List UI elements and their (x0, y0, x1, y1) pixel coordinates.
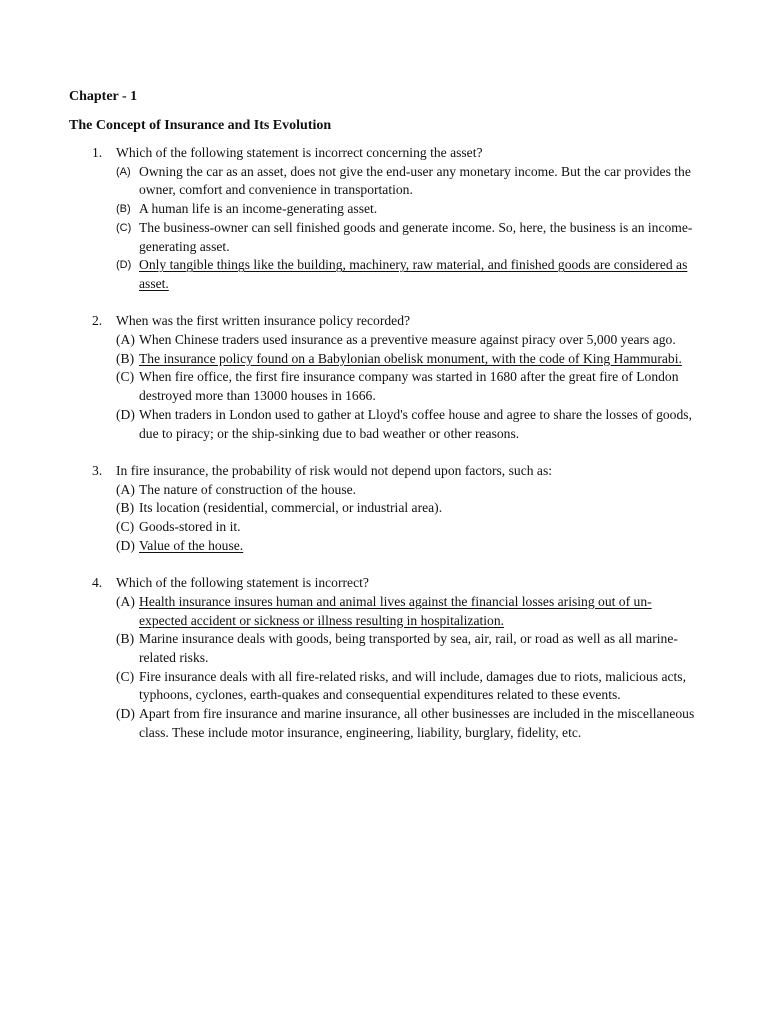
option-label: (B) (116, 350, 135, 366)
question-number: 2. (92, 313, 103, 329)
option-text: Fire insurance deals with all fire-related risks, and will include, damages due to riots, malicious acts, typhoons, cyclones, earth-quakes and consequential expenditures related to these events. (139, 668, 686, 703)
question-number: 1. (92, 145, 103, 160)
option-b (0, 200, 699, 219)
option-label: (D) (116, 537, 135, 553)
option-label: (C) (116, 369, 135, 385)
option-c (0, 668, 699, 705)
option-text: Goods-stored in it. (139, 519, 241, 535)
option-label: (C) (116, 668, 135, 684)
option-text: When traders in London used to gather at Lloyd's coffee house and agree to share the losses of goods, due to piracy; or the ship-sinking due to bad weather or other reasons. (139, 406, 692, 441)
option-c (0, 368, 699, 405)
option-c (0, 518, 699, 537)
option-label: (D) (116, 406, 135, 422)
option-text-correct: The insurance policy found on a Babylonian obelisk monument, with the code of King Hammurabi. (139, 350, 682, 366)
option-label: (A) (116, 593, 135, 609)
question-list (0, 144, 768, 761)
question-stem (0, 312, 676, 331)
option-text: A human life is an income-generating asset. (139, 201, 378, 217)
option-d (0, 256, 699, 293)
option-label: (D) (116, 706, 135, 722)
question-3 (0, 462, 768, 556)
option-d (0, 537, 699, 556)
option-a (0, 593, 699, 630)
option-a (0, 481, 699, 500)
option-text: The nature of construction of the house. (139, 481, 357, 497)
option-c (0, 219, 699, 256)
option-text: Its location (residential, commercial, or industrial area). (139, 500, 443, 516)
option-text: When fire office, the first fire insurance company was started in 1680 after the great fire of London destroyed more than 13000 houses in 1666. (139, 369, 679, 404)
question-1 (0, 144, 768, 294)
question-number: 4. (92, 575, 103, 591)
question-text: In fire insurance, the probability of risk would not depend upon factors, such as: (116, 462, 553, 478)
option-label: (A) (116, 165, 131, 178)
option-label: (D) (116, 259, 132, 272)
option-d (0, 406, 699, 443)
section-title: The Concept of Insurance and Its Evolution (69, 118, 332, 133)
question-text: When was the first written insurance policy recorded? (116, 313, 411, 329)
option-label: (B) (116, 500, 135, 516)
option-label: (A) (116, 332, 135, 348)
option-text: Apart from fire insurance and marine insurance, all other businesses are included in the miscellaneous class. These include motor insurance, engineering, liability, burglary, fidelity, etc. (139, 706, 695, 740)
question-4 (0, 574, 768, 742)
option-text: Marine insurance deals with goods, being transported by sea, air, rail, or road as well as all marine-related risks. (139, 631, 678, 665)
question-text: Which of the following statement is incorrect concerning the asset? (116, 145, 483, 160)
question-stem (0, 144, 676, 163)
option-label: (B) (116, 203, 131, 216)
question-number: 3. (92, 462, 103, 478)
question-stem (0, 574, 676, 593)
option-label: (A) (116, 481, 135, 497)
question-2 (0, 312, 768, 443)
option-b (0, 630, 699, 667)
option-text-correct: Value of the house. (139, 537, 244, 553)
option-d (0, 705, 699, 742)
option-text-correct: Only tangible things like the building, machinery, raw material, and finished goods are considered as asset. (139, 257, 688, 291)
chapter-heading: Chapter - 1 (69, 89, 138, 104)
option-text-correct: Health insurance insures human and animal lives against the financial losses arising out of un-expected accident or sickness or illness resulting in hospitalization. (139, 593, 652, 628)
option-b (0, 350, 699, 369)
option-b (0, 499, 699, 518)
question-stem (0, 462, 676, 481)
question-text: Which of the following statement is incorrect? (116, 575, 369, 591)
option-text: When Chinese traders used insurance as a preventive measure against piracy over 5,000 years ago. (139, 332, 676, 348)
option-text: The business-owner can sell finished goods and generate income. So, here, the business is an income-generating asset. (139, 219, 693, 254)
option-label: (C) (116, 221, 132, 234)
option-label: (B) (116, 631, 135, 647)
option-a (0, 331, 699, 350)
option-a (0, 163, 699, 200)
option-text: Owning the car as an asset, does not give the end-user any monetary income. But the car provides the owner, comfort and convenience in transportation. (139, 163, 691, 198)
option-label: (C) (116, 519, 135, 535)
